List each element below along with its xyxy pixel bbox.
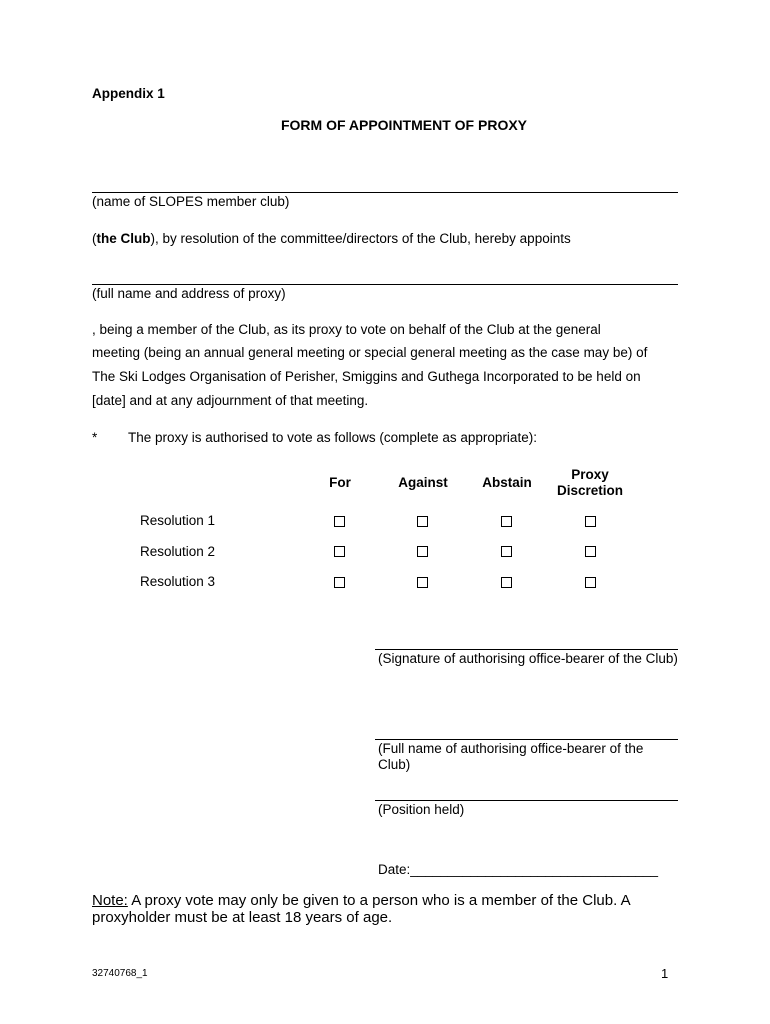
checkbox-res2-proxy-discretion[interactable] — [585, 546, 596, 557]
checkbox-res1-proxy-discretion[interactable] — [585, 516, 596, 527]
body-line: The Ski Lodges Organisation of Perisher, Smiggins and Guthega Incorporated to be held on — [92, 369, 641, 384]
the-club-defined-term: the Club — [96, 231, 151, 246]
row-label-resolution-3: Resolution 3 — [140, 574, 216, 589]
checkbox-res1-abstain[interactable] — [501, 516, 512, 527]
checkbox-res2-against[interactable] — [417, 546, 428, 557]
body-line: meeting (being an annual general meeting or special general meeting as the case may be) of — [92, 345, 648, 360]
row-label-resolution-2: Resolution 2 — [140, 544, 216, 559]
checkbox-res3-against[interactable] — [417, 577, 428, 588]
position-line[interactable] — [375, 800, 678, 801]
form-title: FORM OF APPOINTMENT OF PROXY — [280, 117, 528, 133]
club-name-line[interactable] — [92, 192, 678, 193]
signature-caption: (Signature of authorising office-bearer of the Club) — [378, 651, 678, 666]
instruction-text: The proxy is authorised to vote as follows (complete as appropriate): — [128, 430, 537, 445]
checkbox-res3-for[interactable] — [334, 577, 345, 588]
checkbox-res1-against[interactable] — [417, 516, 428, 527]
page-number: 1 — [661, 966, 669, 981]
proxy-caption: (full name and address of proxy) — [92, 286, 286, 301]
col-header-against: Against — [398, 475, 448, 490]
body-line: [date] and at any adjournment of that meeting. — [92, 393, 369, 408]
date-field[interactable]: Date:_________________________________ — [378, 862, 659, 877]
checkbox-res1-for[interactable] — [334, 516, 345, 527]
document-reference: 32740768_1 — [92, 968, 148, 979]
appendix-label: Appendix 1 — [92, 86, 165, 101]
fullname-caption: (Full name of authorising office-bearer of the Club) — [378, 741, 644, 772]
col-header-proxy-discretion: Proxy Discretion — [556, 467, 624, 498]
note-label: Note: — [92, 892, 128, 909]
club-name-caption: (name of SLOPES member club) — [92, 194, 290, 209]
col-header-abstain: Abstain — [482, 475, 532, 490]
row-label-resolution-1: Resolution 1 — [140, 513, 216, 528]
fullname-line[interactable] — [375, 739, 678, 740]
instruction-marker: * — [92, 430, 98, 445]
body-line: , being a member of the Club, as its proxy to vote on behalf of the Club at the general — [92, 322, 601, 337]
checkbox-res3-proxy-discretion[interactable] — [585, 577, 596, 588]
proxy-name-line[interactable] — [92, 284, 678, 285]
checkbox-res2-for[interactable] — [334, 546, 345, 557]
signature-line[interactable] — [375, 649, 678, 650]
note — [92, 892, 672, 926]
position-caption: (Position held) — [378, 802, 465, 817]
col-header-for: For — [329, 475, 351, 490]
club-appoint-text: (the Club), by resolution of the committee/directors of the Club, hereby appoints — [92, 231, 571, 246]
note-text: A proxy vote may only be given to a person who is a member of the Club. A proxyholder must be at least 18 years of age. — [92, 892, 630, 926]
checkbox-res3-abstain[interactable] — [501, 577, 512, 588]
checkbox-res2-abstain[interactable] — [501, 546, 512, 557]
